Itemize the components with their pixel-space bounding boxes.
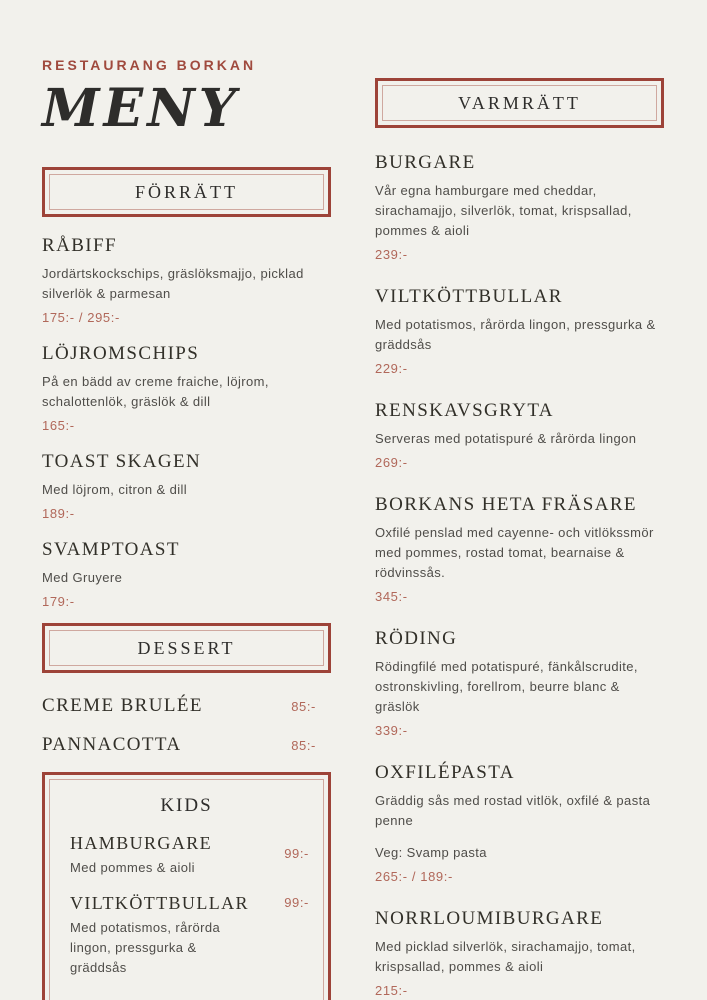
- item-name: LÖJROMSCHIPS: [42, 343, 200, 364]
- item-description: På en bädd av creme fraiche, löjrom, schalottenlök, gräslök & dill: [42, 374, 269, 409]
- item-description: Rödingfilé med potatispuré, fänkålscrudite, ostronskivling, forellrom, beurre blanc & gräslök: [375, 659, 638, 714]
- menu-item-kids-hamburgare: [70, 832, 309, 878]
- item-description: Med löjrom, citron & dill: [42, 482, 188, 497]
- right-column: [375, 0, 664, 998]
- section-header-dessert: [42, 623, 331, 673]
- item-description: Med potatismos, rårörda lingon, pressgurka & gräddsås: [375, 317, 656, 352]
- item-description: Serveras med potatispuré & rårörda lingon: [375, 431, 637, 446]
- menu-item-oxfilepasta: [375, 762, 664, 884]
- item-description: Med Gruyere: [42, 570, 123, 585]
- item-price: 229:-: [375, 361, 408, 376]
- item-name: BORKANS HETA FRÄSARE: [375, 494, 637, 515]
- item-description: Med pommes & aioli: [70, 860, 195, 875]
- item-price: 265:- / 189:-: [375, 869, 453, 884]
- item-price: 269:-: [375, 455, 408, 470]
- section-kids-box: [42, 772, 331, 1000]
- section-header-dessert-label: DESSERT: [49, 630, 324, 666]
- item-price: 165:-: [42, 418, 75, 433]
- menu-item-pannacotta: [42, 734, 331, 756]
- restaurant-name: RESTAURANG BORKAN: [42, 57, 257, 73]
- item-name: TOAST SKAGEN: [42, 451, 202, 472]
- item-name: RENSKAVSGRYTA: [375, 400, 554, 421]
- item-description: Jordärtskockschips, gräslöksmajjo, picklad silverlök & parmesan: [42, 266, 304, 301]
- item-description: Vår egna hamburgare med cheddar, sirachamajjo, silverlök, tomat, krispsallad, pommes & aioli: [375, 183, 632, 238]
- menu-item-viltkottbullar: [375, 286, 664, 376]
- section-header-kids-label: KIDS: [160, 795, 213, 816]
- item-name: HAMBURGARE: [70, 833, 213, 853]
- item-price: 85:-: [291, 738, 316, 753]
- menu-item-norrloumiburgare: [375, 908, 664, 998]
- item-price: 189:-: [42, 506, 75, 521]
- item-price: 179:-: [42, 594, 75, 609]
- item-description: Med picklad silverlök, sirachamajjo, tomat, krispsallad, pommes & aioli: [375, 939, 636, 974]
- item-name: CREME BRULÉE: [42, 695, 203, 716]
- menu-item-toast-skagen: [42, 451, 331, 521]
- item-description: Gräddig sås med rostad vitlök, oxfilé & pasta penne: [375, 793, 651, 828]
- item-price: 345:-: [375, 589, 408, 604]
- menu-item-borkans-heta-frasare: [375, 494, 664, 604]
- section-header-varmratt: [375, 78, 664, 128]
- menu-item-burgare: [375, 152, 664, 262]
- item-name: SVAMPTOAST: [42, 539, 180, 560]
- menu-item-renskavsgryta: [375, 400, 664, 470]
- item-name: PANNACOTTA: [42, 734, 182, 755]
- section-header-forratt: [42, 167, 331, 217]
- page-title: MENY: [42, 78, 240, 139]
- item-price: 239:-: [375, 247, 408, 262]
- item-description: Med potatismos, rårörda lingon, pressgurka & gräddsås: [70, 920, 221, 975]
- menu-item-svamptoast: [42, 539, 331, 609]
- menu-item-lojromschips: [42, 343, 331, 433]
- section-header-varmratt-label: VARMRÄTT: [382, 85, 657, 121]
- section-header-forratt-label: FÖRRÄTT: [49, 174, 324, 210]
- item-name: RÖDING: [375, 628, 458, 649]
- item-name: VILTKÖTTBULLAR: [375, 286, 563, 307]
- menu-item-rabiff: [42, 235, 331, 325]
- item-description: Oxfilé penslad med cayenne- och vitlökssmör med pommes, rostad tomat, bearnaise & rödvinssås.: [375, 525, 654, 580]
- left-column: [42, 0, 331, 1000]
- item-price: 215:-: [375, 983, 408, 998]
- item-name: NORRLOUMIBURGARE: [375, 908, 604, 929]
- item-price: 85:-: [291, 699, 316, 714]
- item-price: 175:- / 295:-: [42, 310, 120, 325]
- section-kids-inner: [49, 779, 324, 1000]
- menu-item-roding: [375, 628, 664, 738]
- item-name: VILTKÖTTBULLAR: [70, 893, 249, 913]
- item-price: 99:-: [284, 895, 309, 910]
- item-price: 339:-: [375, 723, 408, 738]
- item-veg-note: Veg: Svamp pasta: [375, 845, 487, 860]
- item-name: OXFILÉPASTA: [375, 762, 515, 783]
- menu-item-creme-brulee: [42, 695, 331, 717]
- item-name: BURGARE: [375, 152, 476, 173]
- menu-item-kids-viltkottbullar: [70, 892, 309, 978]
- item-price: 99:-: [284, 846, 309, 861]
- item-name: RÅBIFF: [42, 235, 117, 256]
